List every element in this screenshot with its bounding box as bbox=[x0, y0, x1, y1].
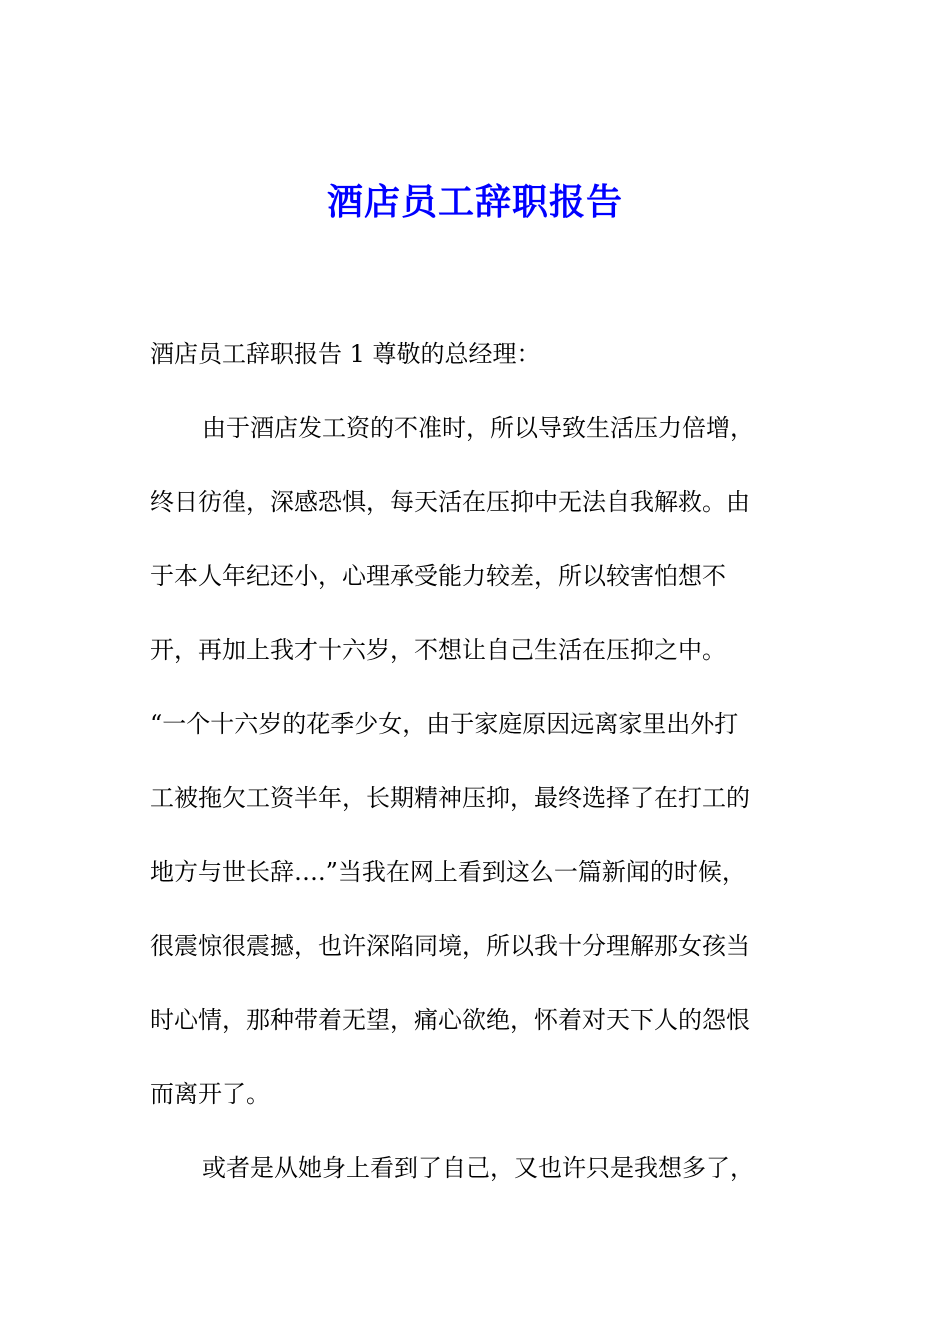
document-title: 酒店员工辞职报告 bbox=[326, 181, 623, 223]
paragraph-line: 很震惊很震撼，也许深陷同境，所以我十分理解那女孩当 bbox=[150, 932, 750, 960]
paragraph-line: 开，再加上我才十六岁，不想让自己生活在压抑之中。 bbox=[150, 636, 726, 664]
paragraph-line: 时心情，那种带着无望，痛心欲绝，怀着对天下人的怨恨 bbox=[150, 1006, 750, 1034]
paragraph-line: 地方与世长辞….”当我在网上看到这么一篇新闻的时候， bbox=[150, 858, 746, 886]
paragraph-line: “一个十六岁的花季少女，由于家庭原因远离家里出外打 bbox=[150, 710, 739, 738]
paragraph-line: 终日彷徨，深感恐惧，每天活在压抑中无法自我解救。由 bbox=[150, 488, 750, 516]
paragraph-line: 由于酒店发工资的不准时，所以导致生活压力倍增， bbox=[202, 414, 754, 442]
paragraph-line: 或者是从她身上看到了自己，又也许只是我想多了， bbox=[202, 1154, 754, 1182]
paragraph-line: 而离开了。 bbox=[150, 1080, 270, 1108]
salutation-line: 酒店员工辞职报告 1 尊敬的总经理： bbox=[150, 340, 541, 368]
paragraph-line: 工被拖欠工资半年，长期精神压抑，最终选择了在打工的 bbox=[150, 784, 750, 812]
paragraph-line: 于本人年纪还小，心理承受能力较差，所以较害怕想不 bbox=[150, 562, 726, 590]
document-body bbox=[150, 330, 795, 1218]
